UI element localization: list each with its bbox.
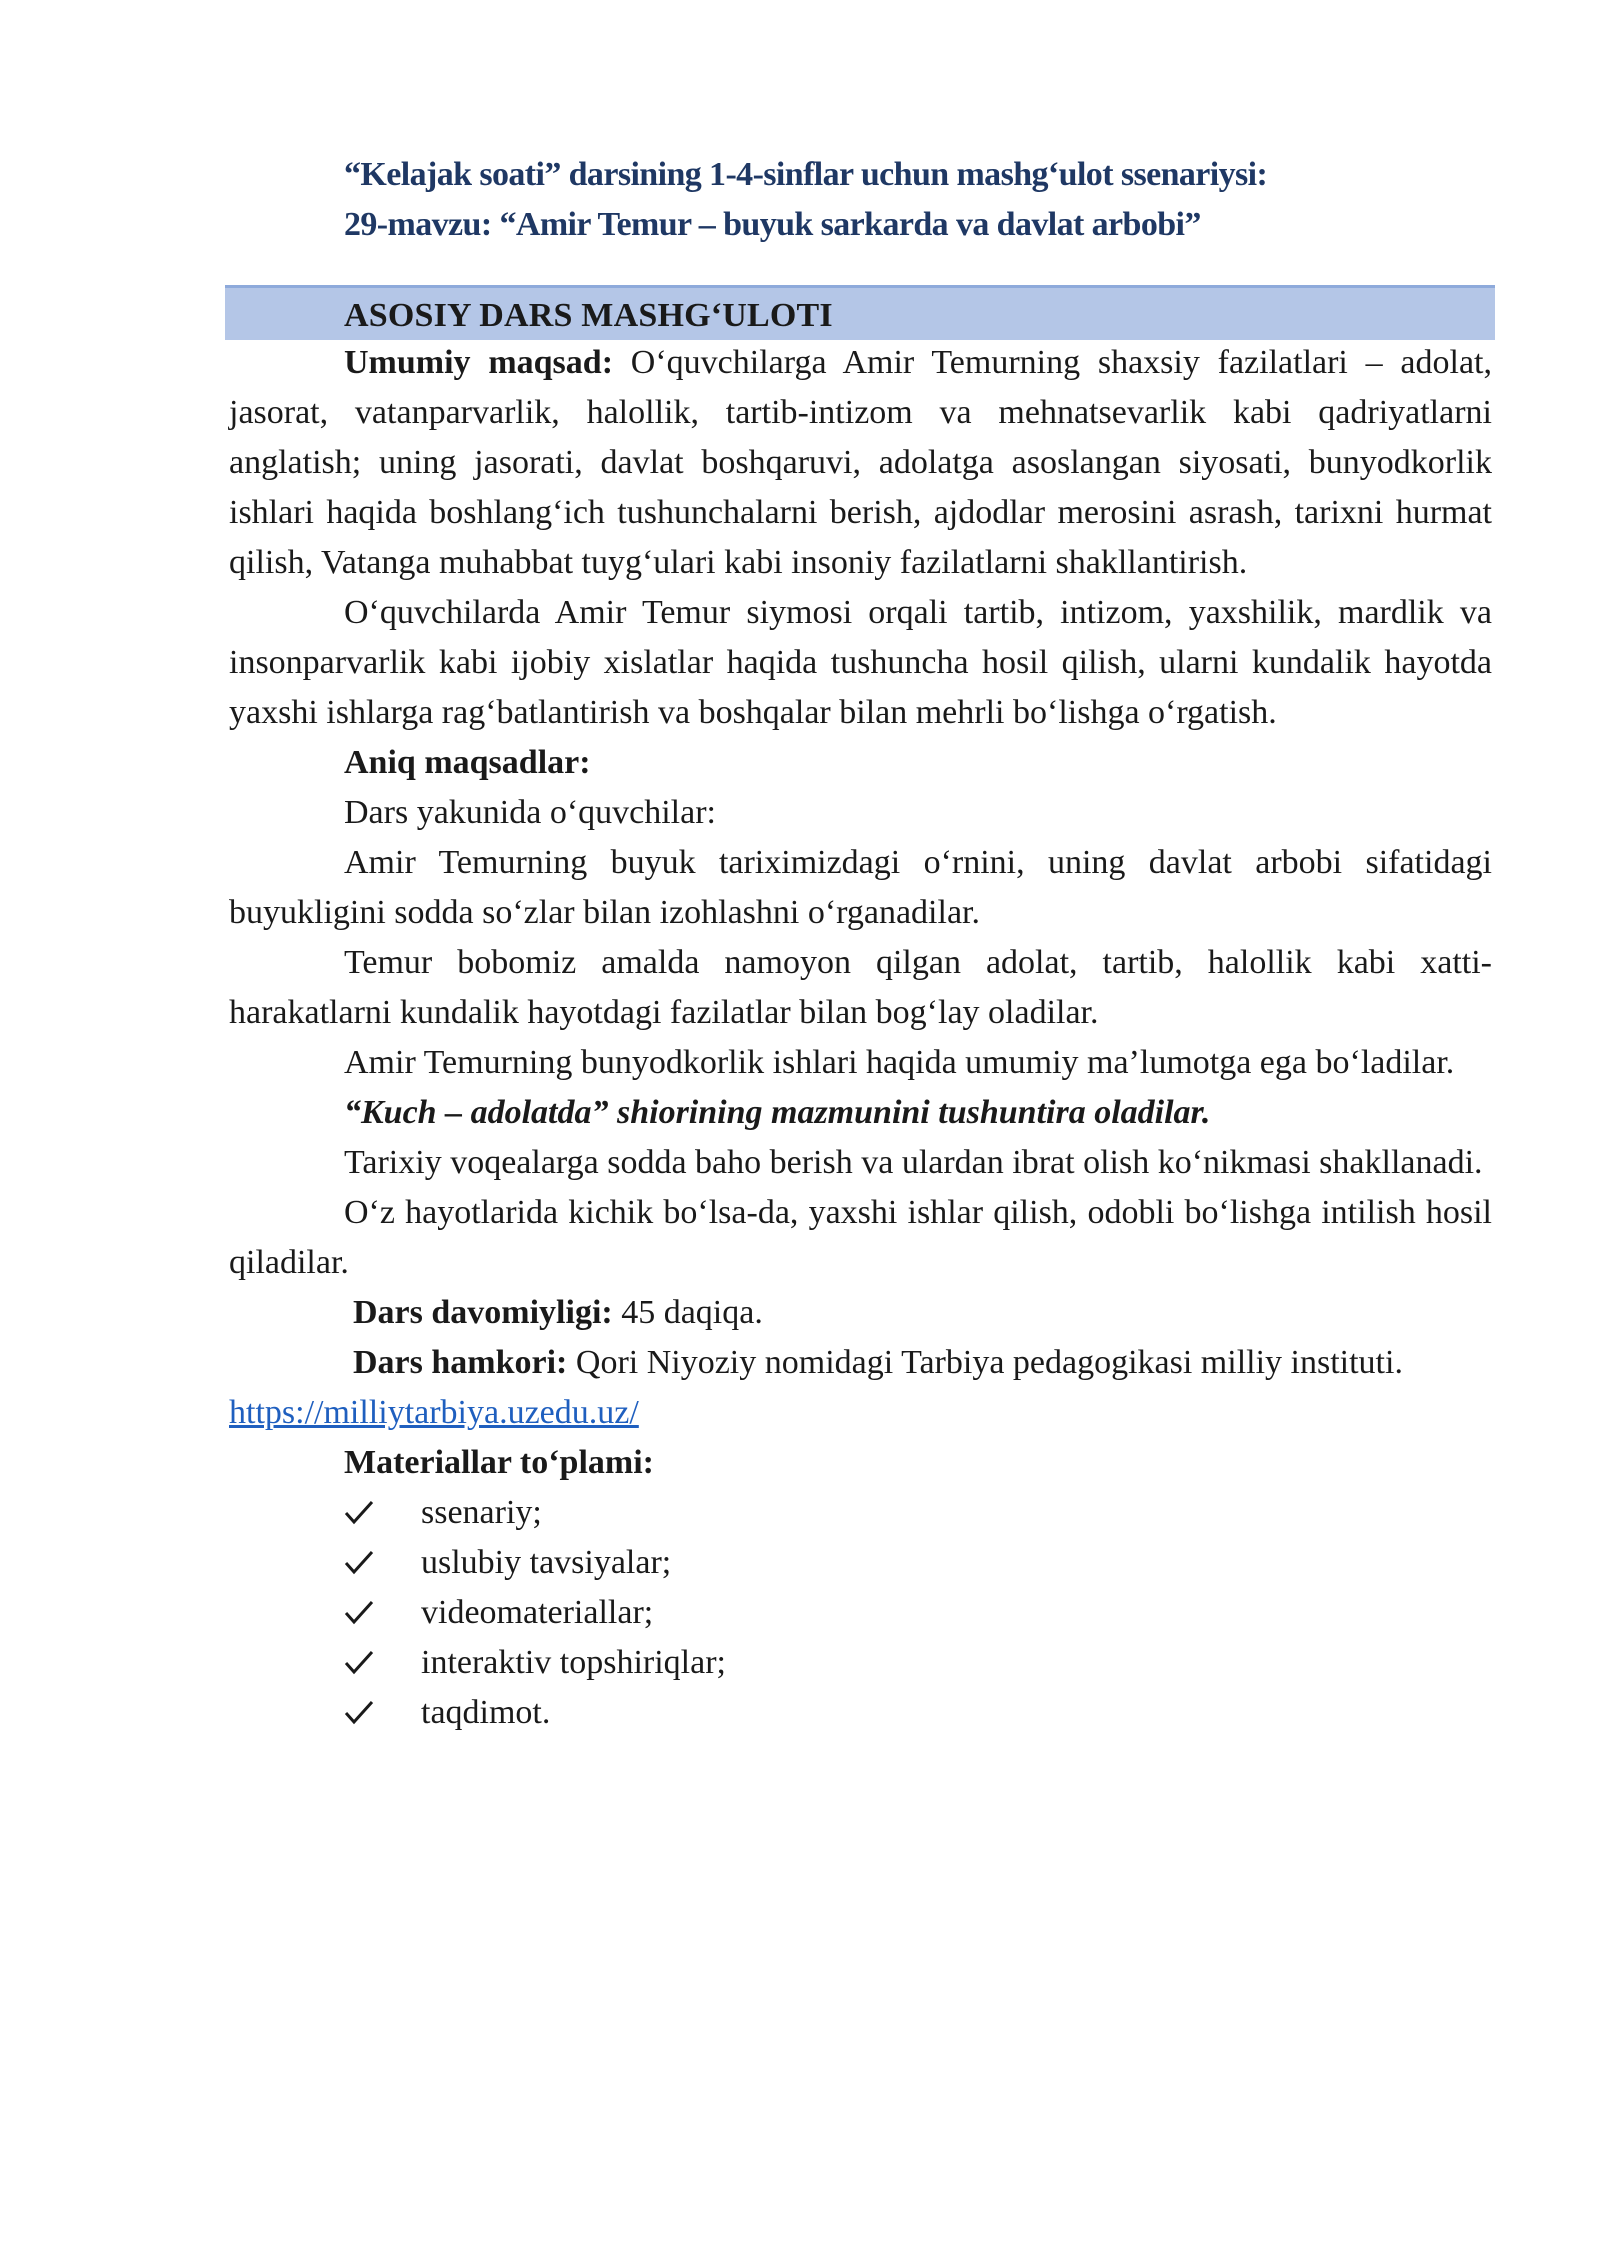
- materials-list-item: ssenariy;: [229, 1488, 1492, 1538]
- specific-goals-heading: Aniq maqsadlar:: [344, 744, 591, 781]
- motto-line: “Kuch – adolatda” shiorining mazmunini tushuntira oladilar.: [344, 1094, 1211, 1131]
- checkmark-icon: [344, 1688, 384, 1726]
- materials-list-item: interaktiv topshiriqlar;: [229, 1638, 1492, 1688]
- checkmark-icon: [344, 1638, 384, 1676]
- document-title-line-1: “Kelajak soati” darsining 1-4-sinflar uchun mashg‘ulot ssenariysi:: [344, 156, 1268, 193]
- general-goal-paragraph: [229, 338, 1492, 588]
- specific-goal-item: Tarixiy voqealarga sodda baho berish va ulardan ibrat olish ko‘nikmasi shakllanadi.: [344, 1144, 1483, 1181]
- specific-goal-item: Temur bobomiz amalda namoyon qilgan adolat, tartib, halollik kabi xatti-harakatlarni kundalik hayotdagi fazilatlar bilan bog‘lay oladilar.: [229, 944, 1492, 1031]
- section-banner: [225, 285, 1495, 340]
- checkmark-icon: [344, 1488, 384, 1526]
- specific-goals-intro: Dars yakunida o‘quvchilar:: [344, 794, 716, 831]
- document-body: [229, 338, 1492, 1738]
- materials-list: [229, 1488, 1492, 1738]
- partner-link[interactable]: https://milliytarbiya.uzedu.uz/: [229, 1394, 639, 1431]
- general-goal-paragraph-2: O‘quvchilarda Amir Temur siymosi orqali tartib, intizom, yaxshilik, mardlik va insonparvarlik kabi ijobiy xislatlar haqida tushuncha hosil qilish, ularni kundalik hayotda yaxshi ishlarga rag‘batlantirish va boshqalar bilan mehrli bo‘lishga o‘rgatish.: [229, 594, 1492, 731]
- materials-heading: Materiallar to‘plami:: [344, 1444, 655, 1481]
- specific-goal-item: O‘z hayotlarida kichik bo‘lsa-da, yaxshi ishlar qilish, odobli bo‘lishga intilish hosil qiladilar.: [229, 1194, 1492, 1281]
- specific-goal-item: Amir Temurning bunyodkorlik ishlari haqida umumiy ma’lumotga ega bo‘ladilar.: [344, 1044, 1455, 1081]
- duration-line: [229, 1288, 1492, 1338]
- checkmark-icon: [344, 1538, 384, 1576]
- duration-label: Dars davomiyligi:: [353, 1294, 613, 1331]
- specific-goal-item: Amir Temurning buyuk tariximizdagi o‘rnini, uning davlat arbobi sifatidagi buyukligini sodda so‘zlar bilan izohlashni o‘rganadilar.: [229, 844, 1492, 931]
- checkmark-icon: [344, 1588, 384, 1626]
- general-goal-label: Umumiy maqsad:: [344, 344, 614, 381]
- duration-value: 45 daqiqa.: [612, 1294, 763, 1331]
- document-title-line-2: 29-mavzu: “Amir Temur – buyuk sarkarda va davlat arbobi”: [344, 206, 1201, 243]
- partner-line: [229, 1338, 1492, 1438]
- section-title: ASOSIY DARS MASHG‘ULOTI: [344, 297, 833, 334]
- partner-label: Dars hamkori:: [353, 1344, 568, 1381]
- materials-list-item: taqdimot.: [229, 1688, 1492, 1738]
- partner-value: Qori Niyoziy nomidagi Tarbiya pedagogikasi milliy instituti.: [567, 1344, 1403, 1381]
- general-goal-text: O‘quvchilarga Amir Temurning shaxsiy fazilatlari – adolat, jasorat, vatanparvarlik, halollik, tartib-intizom va mehnatsevarlik kabi qadriyatlarni anglatish; uning jasorati, davlat boshqaruvi, adolatga asoslangan siyosati, bunyodkorlik ishlari haqida boshlang‘ich tushunchalarni berish, ajdodlar merosini asrash, tarixni hurmat qilish, Vatanga muhabbat tuyg‘ulari kabi insoniy fazilatlarni shakllantirish.: [229, 344, 1492, 581]
- materials-list-item: videomateriallar;: [229, 1588, 1492, 1638]
- materials-list-item: uslubiy tavsiyalar;: [229, 1538, 1492, 1588]
